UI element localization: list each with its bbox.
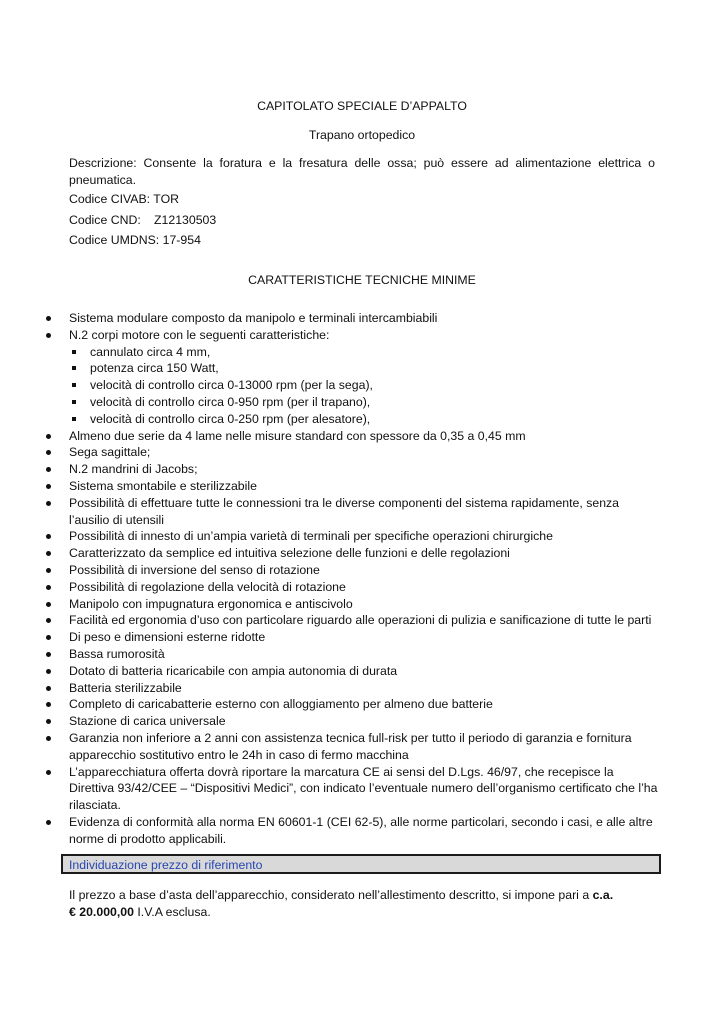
- bullet-icon: [46, 669, 51, 674]
- requirement-item: [46, 310, 660, 327]
- motor-spec-text: potenza circa 150 Watt,: [90, 361, 219, 376]
- bullet-icon: [46, 702, 51, 707]
- requirement-item: [46, 562, 660, 579]
- bullet-icon: [46, 501, 51, 506]
- requirement-item: [46, 646, 660, 663]
- document-subtitle: Trapano ortopedico: [308, 128, 416, 142]
- bullet-icon: [46, 316, 51, 321]
- motor-spec-item: [69, 360, 660, 377]
- requirement-text: Caratterizzato da semplice ed intuitiva selezione delle funzioni e delle regolazioni: [69, 546, 510, 561]
- requirement-text: Possibilità di regolazione della velocità di rotazione: [69, 579, 346, 594]
- requirement-item: [46, 495, 660, 529]
- requirement-item: [46, 596, 660, 613]
- bullet-icon: [46, 551, 51, 556]
- requirement-text: Possibilità di innesto di un’ampia varietà di terminali per specifiche operazioni chirurgiche: [69, 529, 553, 544]
- cnd-code-value: Z12130503: [154, 213, 217, 227]
- requirement-text: Garanzia non inferiore a 2 anni con assistenza tecnica full-risk per tutto il periodo di garanzia e fornitura apparecchio sostitutivo entro le 24h in caso di fermo macchina: [69, 730, 632, 762]
- bullet-icon: [46, 820, 51, 825]
- requirement-text: N.2 corpi motore con le seguenti caratteristiche:: [69, 327, 330, 342]
- price-text-after: I.V.A esclusa.: [133, 905, 211, 919]
- requirements-list: [46, 310, 660, 848]
- requirement-text: Evidenza di conformità alla norma EN 60601-1 (CEI 62-5), alle norme particolari, secondo i casi, e alle altre norme di prodotto applicabili.: [69, 814, 653, 846]
- price-section-header: [61, 854, 661, 874]
- requirement-text: Sistema smontabile e sterilizzabile: [69, 478, 257, 493]
- requirement-text: Sega sagittale;: [69, 445, 151, 460]
- bullet-icon: [46, 467, 51, 472]
- motor-specs-list: [69, 344, 660, 428]
- price-statement: [69, 887, 659, 921]
- bullet-icon: [46, 568, 51, 573]
- requirement-item: [46, 696, 660, 713]
- price-approx: c.a.: [592, 888, 614, 902]
- bullet-icon: [46, 484, 51, 489]
- bullet-icon: [46, 602, 51, 607]
- price-amount: € 20.000,00: [69, 905, 134, 919]
- document-title: CAPITOLATO SPECIALE D’APPALTO: [257, 99, 467, 113]
- bullet-icon: [46, 618, 51, 623]
- square-bullet-icon: [72, 400, 76, 404]
- motor-spec-item: [69, 344, 660, 361]
- requirement-item: [46, 579, 660, 596]
- bullet-icon: [46, 635, 51, 640]
- price-section-heading: Individuazione prezzo di riferimento: [69, 858, 263, 872]
- requirement-text: Stazione di carica universale: [69, 714, 226, 729]
- bullet-icon: [46, 770, 51, 775]
- requirement-text: Possibilità di inversione del senso di rotazione: [69, 562, 320, 577]
- requirement-item: [46, 612, 660, 629]
- requirement-text: Dotato di batteria ricaricabile con ampia autonomia di durata: [69, 663, 398, 678]
- requirement-item: [46, 629, 660, 646]
- requirement-item: [46, 428, 660, 445]
- bullet-icon: [46, 450, 51, 455]
- umdns-code: Codice UMDNS: 17-954: [69, 233, 201, 247]
- civab-code: Codice CIVAB: TOR: [69, 192, 180, 206]
- requirement-text: L’apparecchiatura offerta dovrà riportare la marcatura CE ai sensi del D.Lgs. 46/97, che recepisce la Direttiva 93/42/CEE – “Dispositivi Medici”, con indicato l’eventuale numero dell’organismo certificato che l’ha rilasciata.: [69, 764, 658, 813]
- cnd-code-label: Codice CND:: [69, 213, 141, 227]
- motor-spec-text: cannulato circa 4 mm,: [90, 344, 211, 359]
- requirement-text: Batteria sterilizzabile: [69, 680, 182, 695]
- motor-spec-text: velocità di controllo circa 0-250 rpm (per alesatore),: [90, 411, 371, 426]
- requirement-text: Almeno due serie da 4 lame nelle misure standard con spessore da 0,35 a 0,45 mm: [69, 428, 526, 443]
- bullet-icon: [46, 585, 51, 590]
- square-bullet-icon: [72, 366, 76, 370]
- tech-requirements-heading: CARATTERISTICHE TECNICHE MINIME: [248, 273, 476, 287]
- bullet-icon: [46, 686, 51, 691]
- requirement-item: [46, 713, 660, 730]
- requirement-item: [46, 764, 660, 814]
- motor-spec-item: [69, 394, 660, 411]
- requirement-text: Di peso e dimensioni esterne ridotte: [69, 630, 266, 645]
- bullet-icon: [46, 434, 51, 439]
- bullet-icon: [46, 736, 51, 741]
- requirement-item: [46, 663, 660, 680]
- requirement-item: [46, 814, 660, 848]
- bullet-icon: [46, 534, 51, 539]
- bullet-icon: [46, 652, 51, 657]
- square-bullet-icon: [72, 350, 76, 354]
- motor-spec-item: [69, 411, 660, 428]
- requirement-item: [46, 461, 660, 478]
- requirement-text: Completo di caricabatterie esterno con alloggiamento per almeno due batterie: [69, 697, 493, 712]
- requirement-text: Bassa rumorosità: [69, 646, 165, 661]
- requirement-item: [46, 680, 660, 697]
- requirement-text: N.2 mandrini di Jacobs;: [69, 462, 198, 477]
- price-text-before: Il prezzo a base d’asta dell’apparecchio, considerato nell’allestimento descritto, si impone pari a: [69, 888, 593, 902]
- motor-spec-item: [69, 377, 660, 394]
- requirement-text: Sistema modulare composto da manipolo e terminali intercambiabili: [69, 311, 438, 325]
- requirement-item: [46, 444, 660, 461]
- requirement-item: [46, 478, 660, 495]
- motor-spec-text: velocità di controllo circa 0-13000 rpm (per la sega),: [90, 378, 373, 393]
- bullet-icon: [46, 719, 51, 724]
- requirement-text: Manipolo con impugnatura ergonomica e antiscivolo: [69, 596, 353, 611]
- requirement-text: Possibilità di effettuare tutte le connessioni tra le diverse componenti del sistema rapidamente, senza l’ausilio di utensili: [69, 495, 620, 527]
- requirement-item: [46, 545, 660, 562]
- requirement-text: Facilità ed ergonomia d’uso con particolare riguardo alle operazioni di pulizia e sanificazione di tutte le parti: [69, 613, 652, 628]
- square-bullet-icon: [72, 417, 76, 421]
- bullet-icon: [46, 333, 51, 338]
- requirement-item: [46, 327, 660, 428]
- requirement-item: [46, 730, 660, 764]
- requirement-item: [46, 528, 660, 545]
- product-description: Descrizione: Consente la foratura e la fresatura delle ossa; può essere ad alimentazione elettrica o pneumatica.: [69, 156, 655, 187]
- square-bullet-icon: [72, 383, 76, 387]
- motor-spec-text: velocità di controllo circa 0-950 rpm (per il trapano),: [90, 394, 371, 409]
